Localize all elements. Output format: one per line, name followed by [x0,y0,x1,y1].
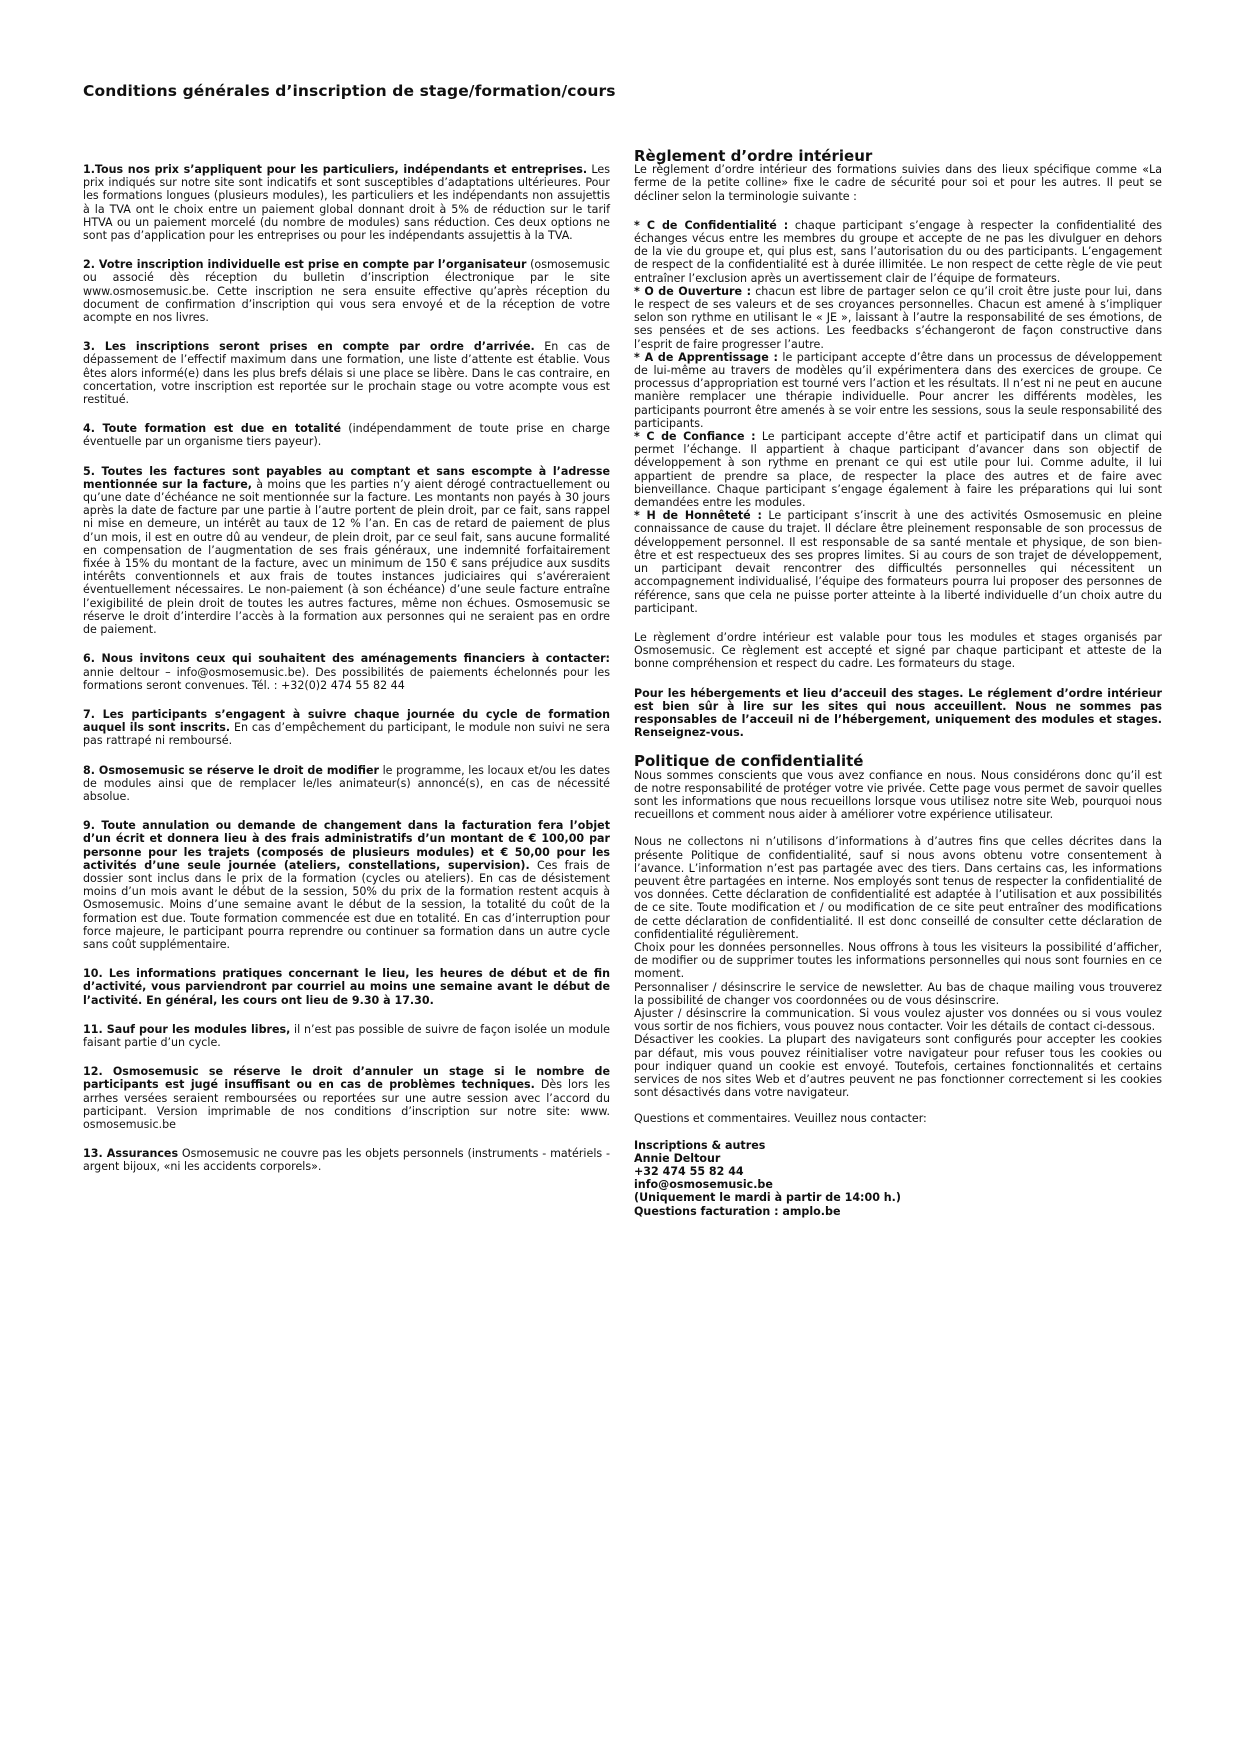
condition-13: 13. Assurances Osmosemusic ne couvre pas les objets personnels (instruments - matériels - argent bijoux, «ni les accidents corporels». [83,1147,611,1174]
contact-hours: (Uniquement le mardi à partir de 14:00 h.) [634,1191,901,1205]
condition-1: 1.Tous nos prix s’appliquent pour les particuliers, indépendants et entreprises. Les prix indiqués sur notre site sont indicatifs et sont susceptibles d’adaptations ultérieures. Pour les formations longues (plusieurs modules), les particuliers et les indépendants non assujettis à la TVA ont le choix entre un paiement global donnant droit à 5% de réduction sur le tarif HTVA ou un paiement morcelé (du nombre de modules) sans réduction. Ces deux options ne sont pas d’application pour les entreprises ou pour les indépendants assujettis à la TVA. [83,163,610,243]
reglement-intro: Le règlement d’ordre intérieur des formations suivies dans des lieux spécifique comme «La ferme de la petite colline» fixe le cadre de sécurité pour soi et pour les autres. Il peut se décliner selon la terminologie suivante : [634,163,1162,203]
reglement-item-confidentialite: * C de Confidentialité : chaque participant s’engage à respecter la confidentialité des échanges vécus entre les membres du groupe et accepte de ne pas les divulguer en dehors de la vie du groupe et, qui plus est, sans l’autorisation du ou des participants. L’engagement de respect de la confidentialité est à durée illimitée. Le non respect de cette règle de vie peut entraîner l’exclusion après un avertissement clair de l’équipe de formateurs. [634,218,1162,285]
contact-heading: Inscriptions & autres [634,1138,766,1152]
condition-2: 2. Votre inscription individuelle est prise en compte par l’organisateur (osmosemusic ou associé dès réception du bulletin d’inscription électronique par le site www.osmosemusic.be. Cette inscription ne sera ensuite effective qu’après réception du document de confirmation d’inscription qui vous sera envoyé et de la réception de votre acompte en nos livres. [83,258,610,325]
reglement-item-apprentissage: * A de Apprentissage : le participant accepte d’être dans un processus de développement de lui-même au travers de modèles qu’il expérimentera dans des exercices de groupe. Ce processus d’appropriation est tourné vers l’action et les résultats. Il n’est ni ne peut en aucune manière remplacer une thérapie individuelle. Pour ancrer les différents modèles, les participants pourront être amenés à se voir entre les sessions, sous la seule responsabilité des participants. [634,350,1162,430]
condition-12: 12. Osmosemusic se réserve le droit d’annuler un stage si le nombre de participants est jugé insuffisant ou en cas de problèmes techniques. Dès lors les arrhes versées seraient remboursées ou reportées sur une autre session avec l’accord du participant. Version imprimable de nos conditions d’inscription sur notre site: www. osmosemusic.be [83,1065,611,1131]
condition-11: 11. Sauf pour les modules libres, il n’est pas possible de suivre de façon isolée un module faisant partie d’un cycle. [83,1022,610,1049]
reglement-items [634,219,1162,615]
contact-billing: Questions facturation : amplo.be [634,1204,841,1218]
conditions-column [83,163,610,1190]
contact-phone: +32 474 55 82 44 [634,1165,744,1179]
reglement-item-ouverture: * O de Ouverture : chacun est libre de partager selon ce qu’il croit être juste pour lui, dans le respect de ses valeurs et de ses croyances personnelles. Chacun est amené à s’impliquer selon son rythme en utilisant le « JE », laissant à l’autre la responsabilité de ses émotions, de ses pensées et de ses actions. Les feedbacks s’échangeront de façon constructive dans l’esprit de faire progresser l’autre. [634,284,1162,351]
condition-5: 5. Toutes les factures sont payables au comptant et sans escompte à l’adresse mentionnée sur la facture, à moins que les parties n’y aient dérogé contractuellement ou qu’une date d’échéance ne soit mentionnée sur la facture. Les montants non payés à 30 jours après la date de facture par une partie à l’autre portent de plein droit, par ce fait, sans rappel ni mise en demeure, un intérêt au taux de 12 % l’an. En cas de retard de paiement de plus d’un mois, il est en outre dû au vendeur, de plein droit, par ce seul fait, sans aucune formalité en compensation de l’augmentation de ses frais généraux, une indemnité forfaitairement fixée à 15% du montant de la facture, avec un minimum de 150 € sans préjudice aux susdits intérêts conventionnels et aux frais de toutes instances judiciaires qui s’avéreraient éventuellement nécessaires. Le non-paiement (à son échéance) d’une seule facture entraîne l’exigibilité de plein droit de toutes les autres factures, même non échues. Osmosemusic se réserve le droit d’interdire l’accès à la formation aux personnes qui ne seraient pas en ordre de paiement. [83,464,611,637]
contact-block [634,1139,1162,1218]
right-column [634,147,1162,1218]
politique-title: Politique de confidentialité [634,752,864,771]
contact-name: Annie Deltour [634,1151,721,1165]
condition-7: 7. Les participants s’engagent à suivre chaque journée du cycle de formation auquel ils sont inscrits. En cas d’empêchement du participant, le module non suivi ne sera pas rattrapé ni remboursé. [83,707,610,748]
condition-3: 3. Les inscriptions seront prises en compte par ordre d’arrivée. En cas de dépassement de l’effectif maximum dans une formation, une liste d’attente est établie. Vous êtes alors informé(e) dans les plus brefs délais si une place se libère. Dans le cas contraire, en concertation, votre inscription est reportée sur le prochain stage ou votre acompte vous est restitué. [83,340,610,407]
politique-choix: Choix pour les données personnelles. Nous offrons à tous les visiteurs la possibilité d’afficher, de modifier ou de supprimer toutes les informations personnelles qui nous sont fournies en ce moment. [634,940,1162,981]
condition-8: 8. Osmosemusic se réserve le droit de modifier le programme, les locaux et/ou les dates de modules ainsi que de remplacer le/les animateur(s) annoncé(s), en cas de nécessité absolue. [83,763,610,803]
politique-communication: Ajuster / désinscrire la communication. Si vous voulez ajuster vos données ou si vous voulez vous sortir de nos fichiers, vous pouvez nous contacter. Voir les détails de contact ci-dessous. [634,1006,1162,1034]
politique-cookies: Désactiver les cookies. La plupart des navigateurs sont configurés pour accepter les cookies par défaut, mis vous pouvez réinitialiser votre navigateur pour refuser tous les cookies ou pour indiquer quand un cookie est envoyé. Toutefois, certaines fonctionnalités et certains services de nos sites Web et d’autres peuvent ne pas fonctionner correctement si les cookies sont désactivés dans votre navigateur. [634,1033,1162,1100]
condition-10: 10. Les informations pratiques concernant le lieu, les heures de début et de fin d’activité, vous parviendront par courriel au moins une semaine avant le début de l’activité. En général, les cours ont lieu de 9.30 à 17.30. [83,967,610,1007]
contact-email: info@osmosemusic.be [634,1178,773,1192]
reglement-title: Règlement d’ordre intérieur [634,147,873,165]
reglement-validity: Le règlement d’ordre intérieur est valable pour tous les modules et stages organisés par Osmosemusic. Ce règlement est accepté et signé par chaque participant et atteste de la bonne compréhension et respect du cadre. Les formateurs du stage. [634,630,1162,671]
reglement-hebergement: Pour les hébergements et lieu d’acceuil des stages. Le réglement d’ordre intérieur est bien sûr à lire sur les sites qui nous acceuillent. Nous ne sommes pas responsables de l’acceuil ni de l’hébergement, uniquement des modules et stages. Renseignez-vous. [634,686,1162,740]
reglement-item-confiance: * C de Confiance : Le participant accepte d’être actif et participatif dans un climat qui permet l’échange. Il appartient à chaque participant d’avancer dans son objectif de développement à son rythme en prenant ce qui est utile pour lui. Comme adulte, il lui appartient de prendre sa place, de respecter la place des autres et de faire avec bienveillance. Chaque participant s’engage également à faire les préparations qui lui sont demandées entre les modules. [634,430,1162,510]
politique-questions: Questions et commentaires. Veuillez nous contacter: [634,1112,927,1126]
condition-6: 6. Nous invitons ceux qui souhaitent des aménagements financiers à contacter: annie deltour – info@osmosemusic.be). Des possibilités de paiements échelonnés pour les formations seront convenues. Tél. : +32(0)2 474 55 82 44 [83,652,610,692]
politique-collect: Nous ne collectons ni n’utilisons d’informations à d’autres fins que celles décrites dans la présente Politique de confidentialité, sauf si nous avons obtenu votre consentement à l’avance. L’information n’est pas partagée avec des tiers. Dans certains cas, les informations peuvent être partagées en interne. Nos employés sont tenus de respecter la confidentialité de vos données. Cette déclaration de confidentialité est adaptée à l’utilisation et aux possibilités de ce site. Toute modification et / ou modification de ce site peut entraîner des modifications de cette déclaration de confidentialité. Il est donc conseillé de consulter cette déclaration de confidentialité régulièrement. [634,835,1162,941]
condition-4: 4. Toute formation est due en totalité (indépendamment de toute prise en charge éventuelle par un organisme tiers payeur). [83,422,611,449]
condition-9: 9. Toute annulation ou demande de changement dans la facturation fera l’objet d’un écrit et donnera lieu à des frais administratifs d’un montant de € 100,00 par personne pour les trajets (composés de plusieurs modules) et € 50,00 pour les activités d’une seule journée (ateliers, constellations, supervision). Ces frais de dossier sont inclus dans le prix de la formation (cycles ou ateliers). En cas de désistement moins d’un mois avant le début de la session, 50% du prix de la formation restent acquis à Osmosemusic. Moins d’une semaine avant le début de la session, la totalité du coût de la formation est due. Toute formation commencée est due en totalité. En cas d’interruption pour force majeure, le participant pourra reprendre ou continuer sa formation dans un autre cycle sans coût supplémentaire. [83,819,610,951]
page-title: Conditions générales d’inscription de stage/formation/cours [83,82,616,100]
politique-intro: Nous sommes conscients que vous avez confiance en nous. Nous considérons donc qu’il est de notre responsabilité de protéger votre vie privée. Cette page vous permet de savoir quelles sont les informations que nous recueillons lorsque vous utilisez notre site Web, pourquoi nous recueillons et comment nous aider à améliorer votre expérience utilisateur. [634,768,1162,822]
politique-newsletter: Personnaliser / désinscrire le service de newsletter. Au bas de chaque mailing vous trouverez la possibilité de changer vos coordonnées ou de vous désinscrire. [634,980,1162,1007]
reglement-item-honnetete: * H de Honnêteté : Le participant s’inscrit à une des activités Osmosemusic en pleine connaissance de cause du trajet. Il déclare être pleinement responsable de son processus de développement personnel. Il est responsable de sa santé mentale et physique, de son bien-être et est respectueux des ses propres limites. Si au cours de son trajet de développement, un participant devait rencontrer des difficultés personnelles qui nécessitent un accompagnement individualisé, l’équipe des formateurs pourra lui proposer des personnes de référence, sans que cela ne puisse porter atteinte à la liberté individuelle d’un choix autre du participant. [634,509,1162,615]
